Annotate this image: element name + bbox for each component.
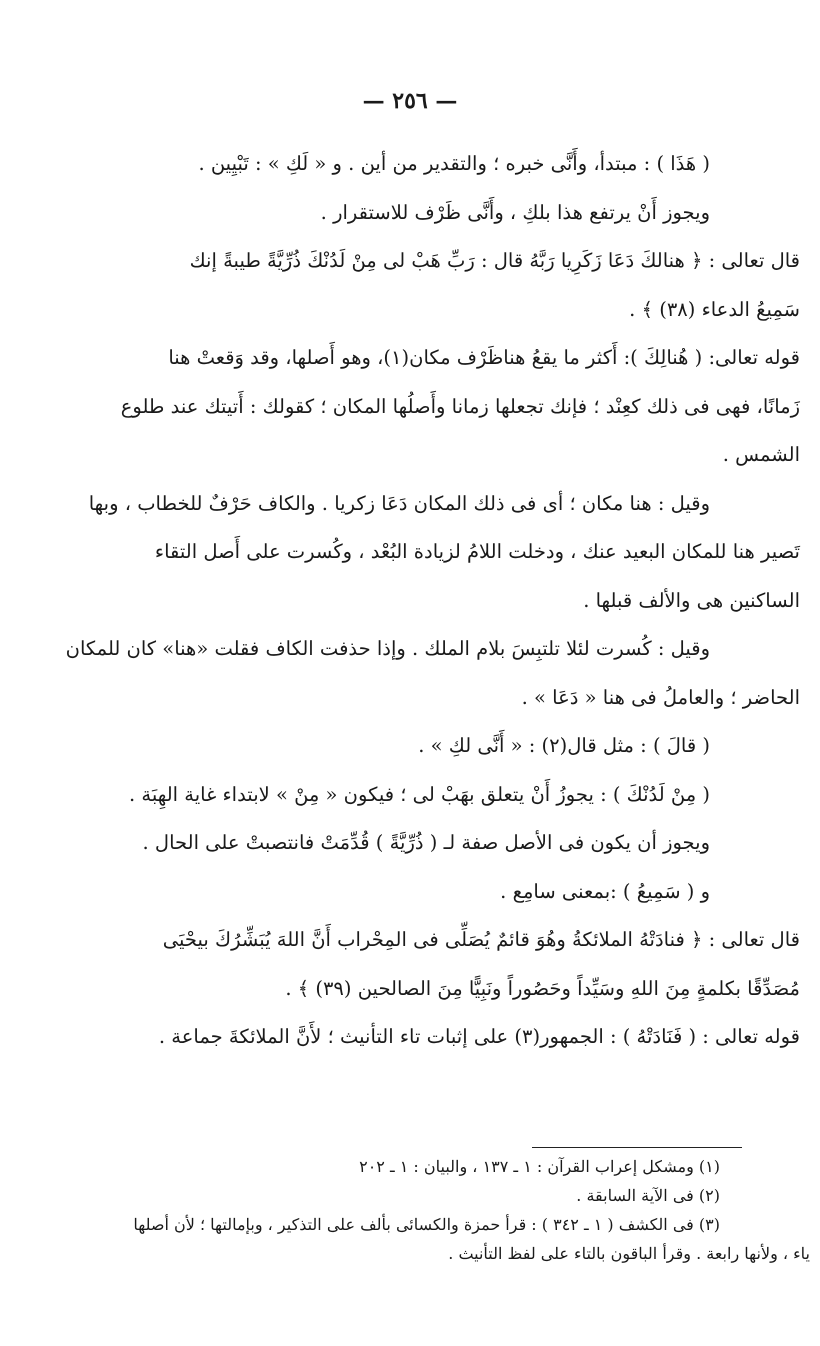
footnote: (٢) فى الآية السابقة . [576,1186,720,1205]
text-line: وقيل : كُسرت لئلا تلتبِسَ بلام الملك . وإذا حذفت الكاف فقلت «هنا» كان للمكان [65,637,710,660]
main-text [22,140,800,1062]
text-line: تَصير هنا للمكان البعيد عنك ، ودخلت اللامُ لزيادة البُعْد ، وكُسرت على أَصل التقاء [154,540,800,563]
text-line: ( قالَ ) : مثل قال(٢) : « أَنَّى لكِ » . [418,734,710,757]
text-line: قوله تعالى: ( هُنالِكَ ): أَكثر ما يقعُ هناظَرْف مكان(١)، وهو أَصلها، وقد وَقعتْ هنا [168,346,800,369]
text-line: مُصَدِّقًا بكلمةٍ مِنَ اللهِ وسَيِّداً وحَصُوراً ونَبِيًّا مِنَ الصالحين (٣٩) ﴾ . [285,976,800,1000]
footnote: ياء ، ولأنها رابعة . وقرأ الباقون بالتاء على لفظ التأنيث . [448,1244,810,1263]
text-line: الساكنين هى والألف قبلها . [583,588,800,612]
text-line: ويجوز أَنْ يرتفع هذا بلكِ ، وأَنَّى ظَرْف للاستقرار . [320,200,710,224]
footnote: (٣) فى الكشف ( ١ ـ ٣٤٢ ) : قرأ حمزة والكسائى بألف على التذكير ، وبإمالتها ؛ لأن أصلها [133,1215,720,1234]
text-line: قال تعالى : ﴿ فنادَتْهُ الملائكةُ وهُوَ قائمٌ يُصَلِّى فى المِحْراب أَنَّ اللهَ يُبَشِّرُكَ بيحْيَى [162,928,800,951]
text-line: الحاضر ؛ والعاملُ فى هنا « دَعَا » . [521,685,800,709]
footnotes [10,1152,810,1268]
text-line: ( مِنْ لَدُنْكَ ) : يجوزُ أَنْ يتعلق بهَبْ لى ؛ فيكون « مِنْ » لابتداء غاية الهِبَة . [128,782,710,806]
text-line: ويجوز أن يكون فى الأصل صفة لـ ( ذُرِّيَّةً ) قُدِّمَتْ فانتصبتْ على الحال . [142,831,710,854]
text-line: وقيل : هنا مكان ؛ أى فى ذلك المكان دَعَا زكريا . والكاف حَرْفٌ للخطاب ، وبها [88,491,710,515]
text-line: ( هَذَا ) : مبتدأ، وأَنَّى خبره ؛ والتقدير من أين . و « لَكِ » : تَبْيِين . [198,152,710,175]
page-number: — ٢٥٦ — [362,88,458,114]
text-line: سَمِيعُ الدعاء (٣٨) ﴾ . [629,297,800,321]
text-line: قوله تعالى : ( فَنَادَتْهُ ) : الجمهور(٣) على إثبات تاء التأنيث ؛ لأَنَّ الملائكةَ جماعة . [158,1025,800,1048]
text-line: الشمس . [722,443,800,466]
text-line: زَمانًا، فهى فى ذلك كعِنْد ؛ فإنك تجعلها زمانا وأَصلُها المكان ؛ كقولك : أَتيتك عند طلوع [120,394,800,418]
footnote-divider [532,1147,742,1148]
text-line: قال تعالى : ﴿ هنالكَ دَعَا زَكَرِيا رَبَّهُ قال : رَبِّ هَبْ لى مِنْ لَدُنْكَ ذُرِّيَّةً طيبةً إنك [189,249,800,272]
footnote: (١) ومشكل إعراب القرآن : ١ ـ ١٣٧ ، والبيان : ١ ـ ٢٠٢ [359,1157,720,1176]
text-line: و ( سَمِيعُ ) :بمعنى سامِع . [500,879,710,903]
